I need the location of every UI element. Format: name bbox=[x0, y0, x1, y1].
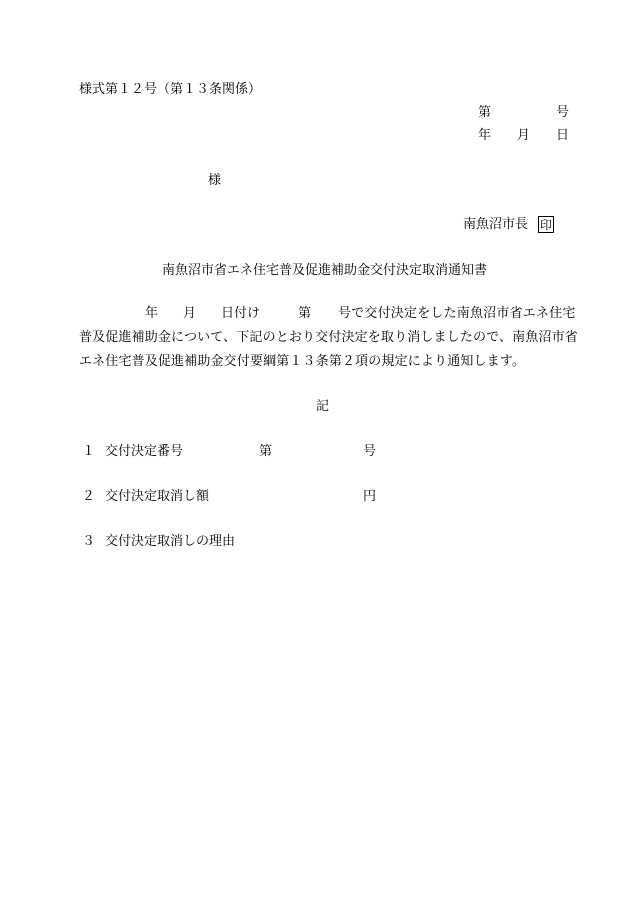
number-prefix: 第 bbox=[478, 105, 492, 120]
body-year: 年 bbox=[145, 306, 159, 321]
item-3-label: 交付決定取消しの理由 bbox=[105, 534, 236, 549]
date-year: 年 bbox=[478, 128, 492, 143]
form-label: 様式第１２号（第１３条関係） bbox=[79, 82, 262, 97]
body-number-prefix: 第 bbox=[298, 306, 312, 321]
item-1-value-prefix: 第 bbox=[259, 444, 273, 459]
item-2-value-suffix: 円 bbox=[363, 489, 377, 504]
ki-heading: 記 bbox=[316, 399, 330, 414]
item-1-number: １ bbox=[82, 444, 96, 459]
item-2-number: ２ bbox=[82, 489, 96, 504]
number-suffix: 号 bbox=[556, 105, 570, 120]
addressee-suffix: 様 bbox=[208, 173, 222, 188]
body-date-suffix: 日付け bbox=[221, 306, 261, 321]
issuer-seal bbox=[538, 216, 554, 233]
issuer-title: 南魚沼市長 bbox=[463, 217, 529, 232]
seal-box: 印 bbox=[540, 218, 553, 232]
item-1-value-suffix: 号 bbox=[363, 444, 377, 459]
date-day: 日 bbox=[556, 128, 570, 143]
item-1-label: 交付決定番号 bbox=[105, 444, 184, 459]
item-2-label: 交付決定取消し額 bbox=[105, 489, 210, 504]
item-3-number: ３ bbox=[82, 534, 96, 549]
document-title: 南魚沼市省エネ住宅普及促進補助金交付決定取消通知書 bbox=[162, 263, 488, 278]
body-text-line-2: 普及促進補助金について、下記のとおり交付決定を取り消しましたので、南魚沼市省 bbox=[79, 330, 578, 345]
date-month: 月 bbox=[517, 128, 531, 143]
body-text-line-1: 号で交付決定をした南魚沼市省エネ住宅 bbox=[338, 306, 576, 321]
body-text-line-3: エネ住宅普及促進補助金交付要綱第１３条第２項の規定により通知します。 bbox=[79, 354, 526, 369]
body-month: 月 bbox=[183, 306, 197, 321]
